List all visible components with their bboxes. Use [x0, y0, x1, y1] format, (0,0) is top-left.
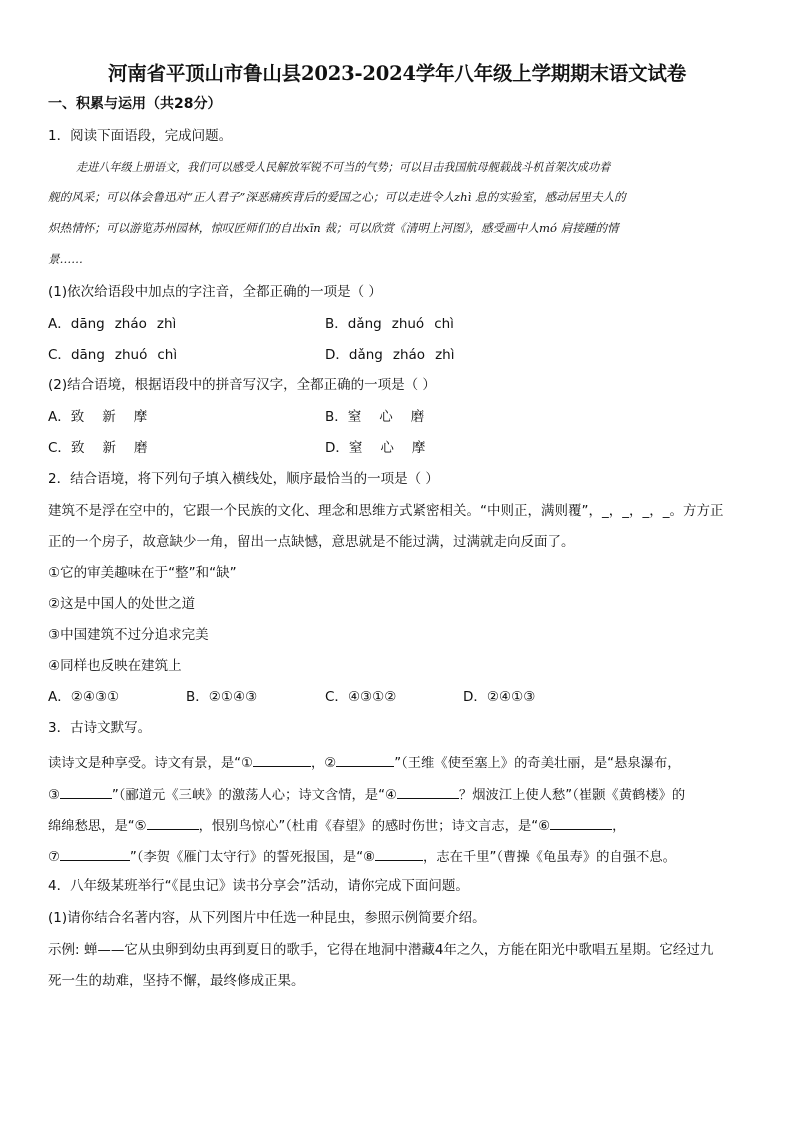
option-word: 摩	[411, 440, 426, 456]
q3-text: ”（李贺《雁门太守行》的誓死报国，是“⑧	[129, 850, 376, 865]
answer-blank-1[interactable]	[253, 754, 311, 767]
option-key: C．	[48, 347, 71, 363]
option-c[interactable]	[325, 691, 396, 705]
q4-sub1-stem: (1)请你结合名著内容，从下列图片中任选一种昆虫，参照示例简要介绍。	[48, 910, 486, 926]
q3-line	[48, 786, 685, 802]
option-word: 摩	[133, 409, 148, 425]
q3-text: ⑦	[48, 850, 60, 865]
option-key: A．	[48, 316, 71, 332]
q3-text: ，	[612, 819, 626, 834]
section-heading: 一、积累与运用（共28分）	[48, 96, 222, 112]
option-key: D．	[463, 689, 487, 705]
answer-blank-6[interactable]	[550, 817, 612, 830]
option-word: 磨	[133, 440, 148, 456]
option-word: 窒	[347, 409, 362, 425]
q2-item: ②这是中国人的处世之道	[48, 596, 196, 612]
option-d[interactable]	[463, 691, 535, 705]
option-word: zháo	[392, 347, 426, 363]
option-word: 新	[102, 440, 116, 456]
q2-item: ④同样也反映在建筑上	[48, 658, 182, 674]
option-word: dǎng	[348, 347, 383, 363]
answer-blank-4[interactable]	[397, 786, 459, 799]
option-text: ②④①③	[486, 689, 536, 705]
q3-line	[48, 848, 676, 864]
q3-text: ”（王维《使至塞上》的奇美壮丽，是“悬泉瀑布，	[394, 756, 681, 771]
q3-text: ”（郦道元《三峡》的激荡人心；诗文含情，是“④	[111, 788, 397, 803]
option-key: D．	[325, 347, 349, 363]
q3-text: ，②	[310, 756, 337, 771]
q3-text: ，恨别鸟惊心”（杜甫《春望》的感时伤世；诗文言志，是“⑥	[198, 819, 551, 834]
option-word: 窒	[348, 440, 363, 456]
q1-passage-line: 舰的风采；可以体会鲁迅对“正人君子”深恶痛疾背后的爱国之心；可以走进令人zhì 息的实验室，感动居里夫人的	[48, 190, 626, 204]
option-word: zhì	[435, 347, 455, 363]
option-c[interactable]	[48, 349, 177, 363]
answer-blank-8[interactable]	[375, 848, 423, 861]
option-word: zháo	[114, 316, 147, 332]
option-word: 心	[379, 409, 393, 425]
option-text: ②④③①	[70, 689, 120, 705]
q4-example: 死一生的劫难，坚持不懈，最终修成正果。	[48, 973, 305, 989]
option-key: C．	[325, 689, 348, 705]
option-key: B．	[325, 409, 348, 425]
q2-paragraph: 正的一个房子，故意缺少一角，留出一点缺憾，意思就是不能过满，过满就走向反面了。	[48, 534, 575, 550]
option-b[interactable]	[325, 411, 424, 425]
q3-text: 读诗文是种享受。诗文有景，是“①	[48, 756, 253, 771]
option-word: dāng	[70, 347, 105, 363]
q3-text: ？烟波江上使人愁”（崔颢《黄鹤楼》的	[458, 788, 686, 803]
option-word: zhuó	[114, 347, 148, 363]
q2-stem: 2．结合语境，将下列句子填入横线处，顺序最恰当的一项是（ ）	[48, 471, 439, 487]
option-word: 致	[70, 440, 85, 456]
option-key: A．	[48, 409, 71, 425]
q4-stem: 4．八年级某班举行“《昆虫记》读书分享会”活动，请你完成下面问题。	[48, 878, 469, 894]
q1-stem: 1．阅读下面语段，完成问题。	[48, 128, 233, 144]
option-key: D．	[325, 440, 349, 456]
q3-line	[48, 754, 681, 770]
answer-blank-5[interactable]	[147, 817, 199, 830]
answer-blank-7[interactable]	[60, 848, 130, 861]
exam-title: 河南省平顶山市鲁山县2023-2024学年八年级上学期期末语文试卷	[107, 62, 687, 85]
q1-passage-line: 景……	[48, 252, 83, 266]
q2-item: ③中国建筑不过分追求完美	[48, 627, 209, 643]
q2-paragraph: 建筑不是浮在空中的，它跟一个民族的文化、理念和思维方式紧密相关。“中则正，满则覆”，_，_，_，_。方方正	[48, 503, 724, 519]
option-d[interactable]	[325, 349, 454, 363]
q4-example: 示例: 蝉——它从虫卵到幼虫再到夏日的歌手，它得在地洞中潜藏4年之久，方能在阳光中歌唱五星期。它经过九	[48, 942, 714, 958]
q1-sub2-stem: (2)结合语境，根据语段中的拼音写汉字，全都正确的一项是（ ）	[48, 377, 436, 393]
q2-item: ①它的审美趣味在于“整”和“缺”	[48, 565, 237, 581]
option-word: zhì	[156, 316, 177, 332]
option-b[interactable]	[325, 318, 454, 332]
q1-passage-line: 炽热情怀；可以游览苏州园林，惊叹匠师们的自出xīn 裁；可以欣赏《清明上河图》，感受画中人mó 肩接踵的情	[48, 221, 619, 235]
q3-text: ，志在千里”（曹操《龟虽寿》的自强不息。	[423, 850, 676, 865]
option-word: chì	[157, 347, 178, 363]
option-key: C．	[48, 440, 71, 456]
option-key: A．	[48, 689, 71, 705]
q3-text: 绵绵愁思，是“⑤	[48, 819, 147, 834]
option-word: 致	[70, 409, 85, 425]
option-b[interactable]	[186, 691, 257, 705]
q1-passage-line: 走进八年级上册语文，我们可以感受人民解放军锐不可当的气势；可以目击我国航母舰载战斗机首架次成功着	[76, 160, 611, 174]
option-d[interactable]	[325, 442, 425, 456]
q1-sub1-stem: (1)依次给语段中加点的字注音，全都正确的一项是（ ）	[48, 284, 382, 300]
option-word: 心	[380, 440, 394, 456]
q3-text: ③	[48, 788, 60, 803]
q3-stem: 3．古诗文默写。	[48, 720, 152, 736]
option-key: B．	[186, 689, 209, 705]
option-a[interactable]	[48, 318, 176, 332]
answer-blank-2[interactable]	[336, 754, 394, 767]
option-a[interactable]	[48, 691, 119, 705]
option-a[interactable]	[48, 411, 147, 425]
option-word: 新	[102, 409, 116, 425]
option-word: chì	[434, 316, 454, 332]
option-word: dǎng	[347, 316, 382, 332]
answer-blank-3[interactable]	[60, 786, 112, 799]
q3-line	[48, 817, 625, 833]
option-word: zhuó	[391, 316, 425, 332]
option-c[interactable]	[48, 442, 147, 456]
option-text: ②①④③	[208, 689, 258, 705]
option-word: dāng	[70, 316, 105, 332]
option-word: 磨	[410, 409, 425, 425]
option-key: B．	[325, 316, 348, 332]
option-text: ④③①②	[347, 689, 397, 705]
